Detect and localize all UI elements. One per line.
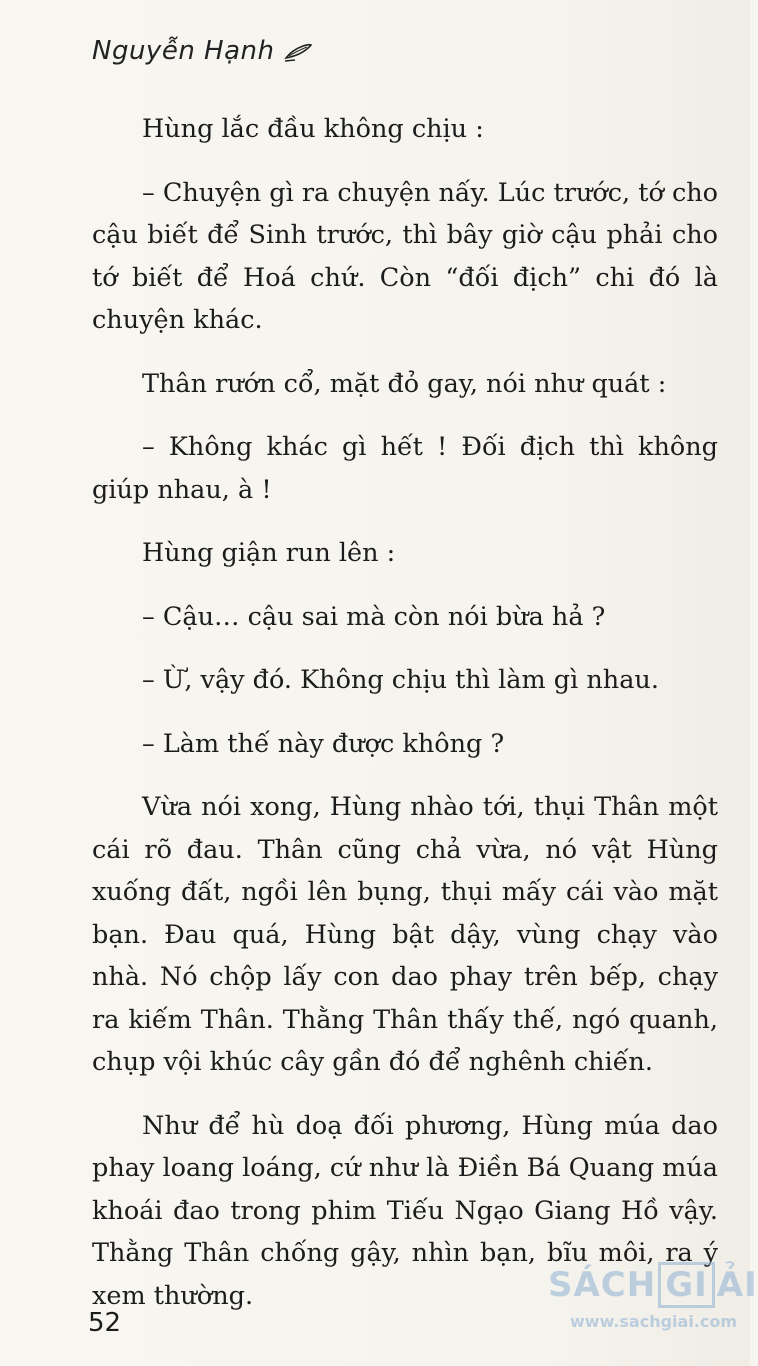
watermark-logo-boxed: GI [658,1262,715,1308]
pen-nib-icon [283,40,313,62]
author-name: Nguyễn Hạnh [92,36,275,66]
paragraph: – Cậu… cậu sai mà còn nói bừa hả ? [142,601,606,632]
watermark-url: www.sachgiai.com [570,1312,738,1331]
watermark-logo [548,1262,758,1308]
watermark-logo-right: ẢI [716,1265,758,1305]
paragraph: – Làm thế này được không ? [142,728,505,759]
paragraph: Như để hù doạ đối phương, Hùng múa dao phay loang loáng, cứ như là Điền Bá Quang múa khoái đao trong phim Tiếu Ngạo Giang Hồ vậy. Thằng Thân chống gậy, nhìn bạn, bĩu môi, ra ý xem thường. [92,1110,718,1311]
body-text [92,108,718,1338]
page-number: 52 [88,1308,122,1338]
paragraph: – Không khác gì hết ! Đối địch thì không giúp nhau, à ! [92,432,718,505]
running-head [92,36,313,66]
watermark [548,1262,758,1362]
paragraph: Hùng giận run lên : [142,538,396,568]
paragraph: Hùng lắc đầu không chịu : [142,114,484,144]
paragraph: Thân rướn cổ, mặt đỏ gay, nói như quát : [142,368,667,399]
watermark-logo-left: SÁCH [548,1265,657,1305]
paragraph: – Chuyện gì ra chuyện nấy. Lúc trước, tớ cho cậu biết để Sinh trước, thì bây giờ cậu phải cho tớ biết để Hoá chứ. Còn “đối địch” chi đó là chuyện khác. [92,177,718,335]
paragraph: Vừa nói xong, Hùng nhào tới, thụi Thân một cái rõ đau. Thân cũng chả vừa, nó vật Hùng xuống đất, ngồi lên bụng, thụi mấy cái vào mặt bạn. Đau quá, Hùng bật dậy, vùng chạy vào nhà. Nó chộp lấy con dao phay trên bếp, chạy ra kiếm Thân. Thằng Thân thấy thế, ngó quanh, chụp vội khúc cây gần đó để nghênh chiến. [92,792,718,1077]
paragraph: – Ừ, vậy đó. Không chịu thì làm gì nhau. [142,665,659,695]
